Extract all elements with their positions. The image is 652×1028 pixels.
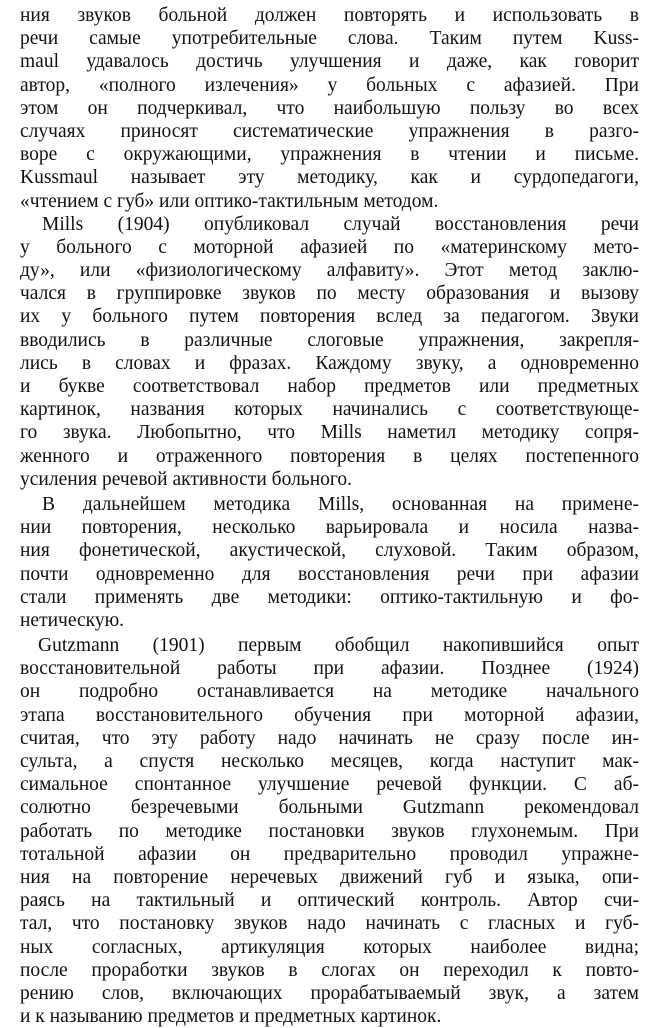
text-line: считая, что эту работу надо начинать не сразу после ин- <box>20 727 639 749</box>
text-line: ния фонетической, акустической, слуховой. Таким образом, <box>20 540 639 562</box>
text-line: сульта, а спустя несколько месяцев, когда наступит мак- <box>20 751 639 772</box>
text-line: «чтением с губ» или оптико-тактильным методом. <box>20 190 439 212</box>
text-line: стали применять две методики: оптико-тактильную и фо- <box>20 586 639 608</box>
text-line: после проработки звуков в слогах он переходил к повто- <box>20 959 639 981</box>
text-line: лись в словах и фразах. Каждому звуку, а одновременно <box>20 352 639 374</box>
text-line: их у больного путем повторения вслед за педагогом. Звуки <box>20 306 639 328</box>
text-line: В дальнейшем методика Mills, основанная на примене- <box>42 493 639 515</box>
text-line: вводились в различные слоговые упражнения, закрепля- <box>20 329 639 351</box>
text-line: Kussmaul называет эту методику, как и сурдопедагоги, <box>20 167 639 189</box>
text-line: и букве соответствовал набор предметов или предметных <box>20 376 639 397</box>
text-line: симальное спонтанное улучшение речевой функции. С аб- <box>20 774 639 796</box>
text-line: он подробно останавливается на методике начального <box>20 681 639 703</box>
paragraph-3 <box>20 493 639 632</box>
paragraph-4 <box>20 634 639 1028</box>
text-line: тал, что постановку звуков надо начинать с гласных и губ- <box>20 913 639 935</box>
text-line: чался в группировке звуков по месту образования и вызову <box>20 283 639 305</box>
text-line: раясь на тактильный и оптический контроль. Автор счи- <box>20 890 639 912</box>
text-line: этапа восстановительного обучения при моторной афазии, <box>20 704 639 726</box>
text-line: восстановительной работы при афазии. Позднее (1924) <box>20 658 639 680</box>
text-line: воре с окружающими, упражнения в чтении и письме. <box>20 144 639 166</box>
text-line: работать по методике постановки звуков глухонемым. При <box>20 820 639 842</box>
text-line: и к называнию предметов и предметных картинок. <box>20 1006 442 1028</box>
text-line: этом он подчеркивал, что наибольшую пользу во всех <box>20 97 639 119</box>
text-line: женного и отраженного повторения в целях постепенного <box>20 445 639 467</box>
text-line: почти одновременно для восстановления речи при афазии <box>20 563 639 585</box>
text-line: рению слов, включающих прорабатываемый звук, а затем <box>20 982 639 1004</box>
text-line: солютно безречевыми больными Gutzmann рекомендовал <box>20 797 639 819</box>
text-line: ния звуков больной должен повторять и использовать в <box>20 5 639 26</box>
text-line: автор, «полного излечения» у больных с афазией. При <box>20 74 639 96</box>
text-line: го звука. Любопытно, что Mills наметил методику сопря- <box>20 422 639 444</box>
text-line: нии повторения, несколько варьировала и носила назва- <box>20 517 639 539</box>
text-line: ных согласных, артикуляция которых наиболее видна; <box>20 936 639 958</box>
text-line: maul удавалось достичь улучшения и даже, как говорит <box>20 51 639 73</box>
text-line: нетическую. <box>20 609 125 631</box>
text-line: усиления речевой активности больного. <box>20 468 353 490</box>
text-line: Mills (1904) опубликовал случай восстановления речи <box>42 213 639 235</box>
text-line: ду», или «физиологическому алфавиту». Этот метод заклю- <box>20 260 639 282</box>
text-line: ния на повторение неречевых движений губ и языка, опи- <box>20 866 639 888</box>
text-line: картинок, названия которых начинались с соответствующе- <box>20 399 639 421</box>
text-line: случаях приносят систематические упражнения в разго- <box>20 120 639 142</box>
paragraph-1 <box>20 4 639 213</box>
paragraph-2 <box>20 213 639 491</box>
text-line: тотальной афазии он предварительно проводил упражне- <box>20 843 639 865</box>
text-line: у больного с моторной афазией по «материнскому мето- <box>20 236 639 258</box>
text-line: речи самые употребительные слова. Таким путем Kuss- <box>20 28 639 50</box>
text-line: Gutzmann (1901) первым обобщил накопившийся опыт <box>38 635 639 657</box>
